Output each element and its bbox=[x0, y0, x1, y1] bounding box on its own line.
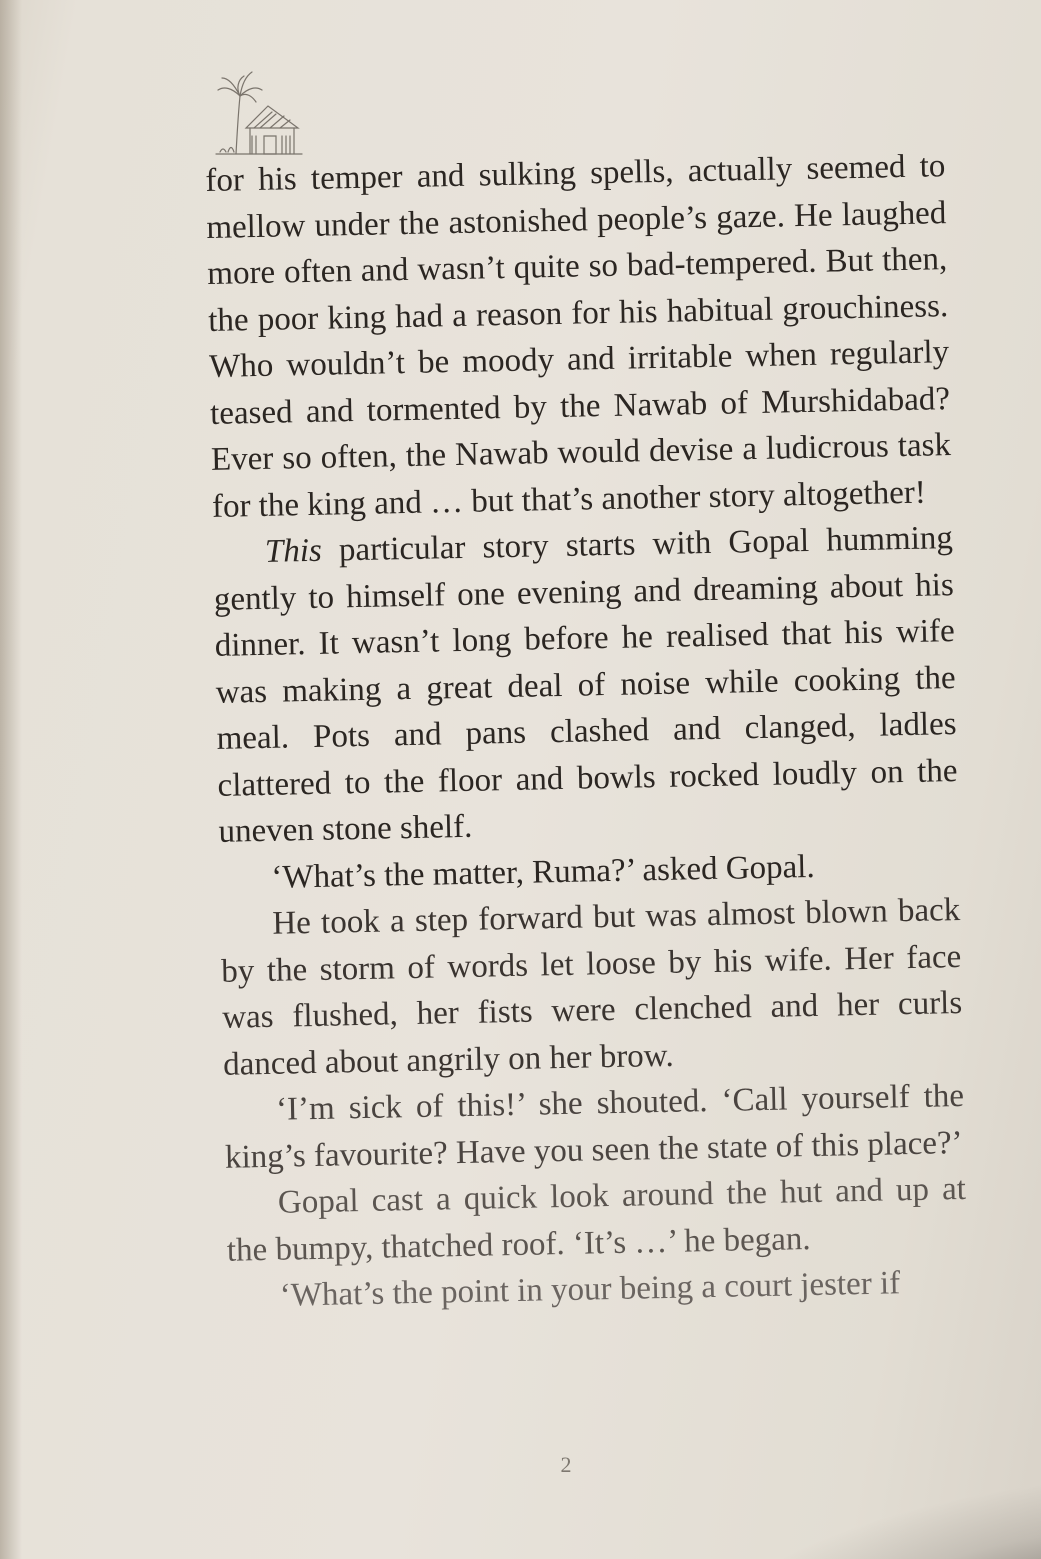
paragraph-2 bbox=[212, 515, 958, 855]
paragraph-6-text: Gopal cast a quick look around the hut and up at the bumpy, thatched roof. ‘It’s …’ he began. bbox=[226, 1170, 967, 1269]
spine-shadow bbox=[0, 0, 22, 1559]
paragraph-3-text: ‘What’s the matter, Ruma?’ asked Gopal. bbox=[271, 848, 815, 896]
paragraph-1-text: for his temper and sulking spells, actually seemed to mellow under the astonished people’s gaze. He laughed more often and wasn’t quite so bad-tempered. But then, the poor king had a reason for his habitual grouchiness. Who wouldn’t be moody and irritable when regularly teased and tormented by the Nawab of Murshidabad? Ever so often, the Nawab would devise a ludicrous task for the king and … but that’s another story altogether! bbox=[205, 148, 952, 525]
paragraph-1 bbox=[205, 143, 952, 530]
paragraph-5 bbox=[224, 1073, 966, 1181]
paragraph-6 bbox=[226, 1166, 968, 1274]
story-text bbox=[205, 143, 968, 1320]
page-number: 2 bbox=[560, 1452, 572, 1477]
paragraph-2-italic-word: This bbox=[264, 532, 323, 570]
paragraph-5-text: ‘I’m sick of this!’ she shouted. ‘Call yourself the king’s favourite? Have you seen the state of this place?’ bbox=[224, 1077, 965, 1176]
paragraph-2-text: particular story starts with Gopal humming gently to himself one evening and dreaming about his dinner. It wasn’t long before he realised that his wife was making a great deal of noise while cooking the meal. Pots and pans clashed and clanged, ladles clattered to the floor and bowls rocked loudly on the uneven stone shelf. bbox=[213, 520, 958, 850]
paragraph-4 bbox=[220, 887, 964, 1088]
paragraph-7-text: ‘What’s the point in your being a court jester if bbox=[279, 1265, 901, 1314]
palm-tree-and-hut-icon bbox=[214, 66, 304, 158]
paragraph-4-text: He took a step forward but was almost blown back by the storm of words let loose by his wife. Her face was flushed, her fists were clenched and her curls danced about angrily on her brow. bbox=[220, 891, 963, 1083]
